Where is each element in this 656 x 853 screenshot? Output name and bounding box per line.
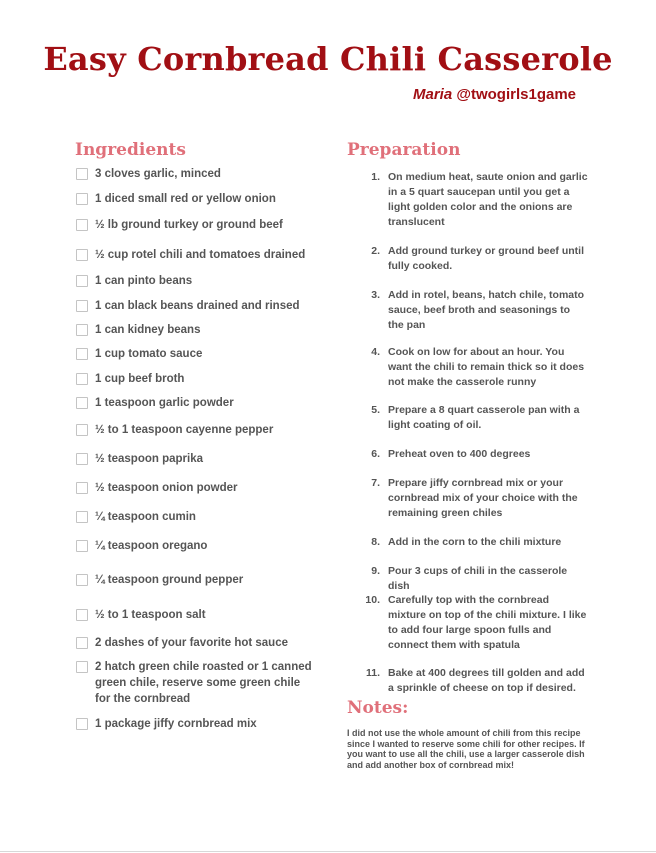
ingredient-item[interactable] — [76, 607, 315, 623]
ingredient-text: ½ teaspoon paprika — [95, 453, 204, 465]
step-item — [358, 476, 588, 521]
step-text: Cook on low for about an hour. You want the chili to remain thick so it does not make the casserole runny — [388, 346, 585, 388]
notes-heading: Notes: — [347, 698, 409, 718]
step-text: Carefully top with the cornbread mixture on top of the chili mixture. I like to add four large spoon fulls and connect them with spatula — [388, 594, 587, 651]
step-text: Prepare a 8 quart casserole pan with a light coating of oil. — [388, 404, 580, 431]
ingredient-text: 3 cloves garlic, minced — [95, 168, 221, 180]
checkbox[interactable] — [76, 453, 88, 465]
page-bottom-rule — [0, 851, 656, 852]
checkbox[interactable] — [76, 300, 88, 312]
ingredient-item[interactable] — [76, 422, 315, 438]
step-text: Add ground turkey or ground beef until fully cooked. — [388, 245, 584, 272]
recipe-title: Easy Cornbread Chili Casserole — [43, 40, 613, 78]
step-text: Add in the corn to the chili mixture — [388, 536, 562, 548]
ingredient-text: 2 hatch green chile roasted or 1 canned green chile, reserve some green chile for the cornbread — [95, 661, 312, 705]
checkbox[interactable] — [76, 275, 88, 287]
step-text: Preheat oven to 400 degrees — [388, 448, 531, 460]
step-number: 5. — [371, 404, 380, 416]
checkbox[interactable] — [76, 168, 88, 180]
step-text: Add in rotel, beans, hatch chile, tomato sauce, beef broth and seasonings to the pan — [388, 289, 585, 331]
step-number: 7. — [371, 477, 380, 489]
step-item — [358, 666, 588, 696]
ingredient-item[interactable] — [76, 346, 315, 362]
checkbox[interactable] — [76, 249, 88, 261]
author-handle: @twogirls1game — [456, 86, 576, 103]
ingredient-text: 1 diced small red or yellow onion — [95, 193, 276, 205]
ingredient-text: ½ lb ground turkey or ground beef — [95, 219, 283, 231]
ingredient-item[interactable] — [76, 659, 315, 707]
ingredient-text: 1 cup beef broth — [95, 373, 185, 385]
ingredient-text: ½ to 1 teaspoon cayenne pepper — [95, 424, 274, 436]
ingredient-item[interactable] — [76, 509, 315, 525]
ingredient-item[interactable] — [76, 480, 315, 496]
byline — [413, 86, 576, 103]
step-text: On medium heat, saute onion and garlic in a 5 quart saucepan until you get a light golden color and the onions are translucent — [388, 171, 588, 228]
ingredient-item[interactable] — [76, 371, 315, 387]
checkbox[interactable] — [76, 397, 88, 409]
ingredient-item[interactable] — [76, 191, 315, 207]
checkbox[interactable] — [76, 373, 88, 385]
ingredient-text: ½ to 1 teaspoon salt — [95, 609, 206, 621]
ingredient-item[interactable] — [76, 217, 315, 233]
ingredient-item[interactable] — [76, 322, 315, 338]
ingredient-text: ¼ teaspoon cumin — [95, 511, 196, 523]
step-text: Prepare jiffy cornbread mix or your cornbread mix of your choice with the remaining green chiles — [388, 477, 578, 519]
ingredient-item[interactable] — [76, 716, 315, 732]
checkbox[interactable] — [76, 193, 88, 205]
checkbox[interactable] — [76, 511, 88, 523]
step-number: 11. — [365, 667, 380, 679]
step-number: 2. — [371, 245, 380, 257]
step-number: 10. — [365, 594, 380, 606]
ingredient-item[interactable] — [76, 395, 315, 411]
author-name: Maria — [412, 86, 453, 103]
ingredient-text: ½ teaspoon onion powder — [95, 482, 238, 494]
ingredient-text: 1 package jiffy cornbread mix — [95, 718, 257, 730]
checkbox[interactable] — [76, 324, 88, 336]
ingredient-item[interactable] — [76, 538, 315, 554]
checkbox[interactable] — [76, 661, 88, 673]
ingredient-item[interactable] — [76, 635, 315, 651]
step-item — [358, 288, 588, 333]
ingredient-text: ¼ teaspoon ground pepper — [95, 574, 244, 586]
ingredient-text: ½ cup rotel chili and tomatoes drained — [95, 249, 306, 261]
step-item — [358, 447, 588, 462]
step-number: 6. — [371, 448, 380, 460]
ingredient-text: 1 cup tomato sauce — [95, 348, 203, 360]
ingredient-item[interactable] — [76, 166, 315, 182]
ingredient-text: ¼ teaspoon oregano — [95, 540, 208, 552]
checkbox[interactable] — [76, 424, 88, 436]
ingredients-heading: Ingredients — [75, 140, 186, 160]
step-item — [358, 535, 588, 550]
checkbox[interactable] — [76, 219, 88, 231]
ingredient-item[interactable] — [76, 572, 315, 588]
ingredient-text: 1 can black beans drained and rinsed — [95, 300, 300, 312]
preparation-heading: Preparation — [347, 140, 461, 160]
step-item — [358, 244, 588, 274]
ingredient-item[interactable] — [76, 247, 315, 263]
step-item — [358, 593, 588, 653]
checkbox[interactable] — [76, 718, 88, 730]
ingredient-text: 1 can kidney beans — [95, 324, 201, 336]
step-text: Pour 3 cups of chili in the casserole dish — [388, 565, 568, 592]
ingredient-item[interactable] — [76, 273, 315, 289]
ingredient-item[interactable] — [76, 298, 315, 314]
ingredient-text: 2 dashes of your favorite hot sauce — [95, 637, 289, 649]
step-number: 3. — [371, 289, 380, 301]
ingredient-text: 1 can pinto beans — [95, 275, 193, 287]
step-item — [358, 170, 588, 230]
checkbox[interactable] — [76, 637, 88, 649]
step-number: 1. — [371, 171, 380, 183]
step-item — [358, 345, 588, 390]
step-item — [358, 403, 588, 433]
checkbox[interactable] — [76, 609, 88, 621]
ingredient-text: 1 teaspoon garlic powder — [95, 397, 234, 409]
step-number: 4. — [371, 346, 380, 358]
checkbox[interactable] — [76, 574, 88, 586]
step-text: Bake at 400 degrees till golden and add a sprinkle of cheese on top if desired. — [388, 667, 585, 694]
notes-text: I did not use the whole amount of chili from this recipe since I wanted to reserve some chili for other recipes. If you want to use all the chili, use a larger casserole dish and add another box of cornbread mix! — [347, 728, 585, 770]
ingredient-item[interactable] — [76, 451, 315, 467]
step-number: 8. — [371, 536, 380, 548]
checkbox[interactable] — [76, 348, 88, 360]
step-item — [358, 564, 588, 594]
checkbox[interactable] — [76, 540, 88, 552]
checkbox[interactable] — [76, 482, 88, 494]
step-number: 9. — [371, 565, 380, 577]
